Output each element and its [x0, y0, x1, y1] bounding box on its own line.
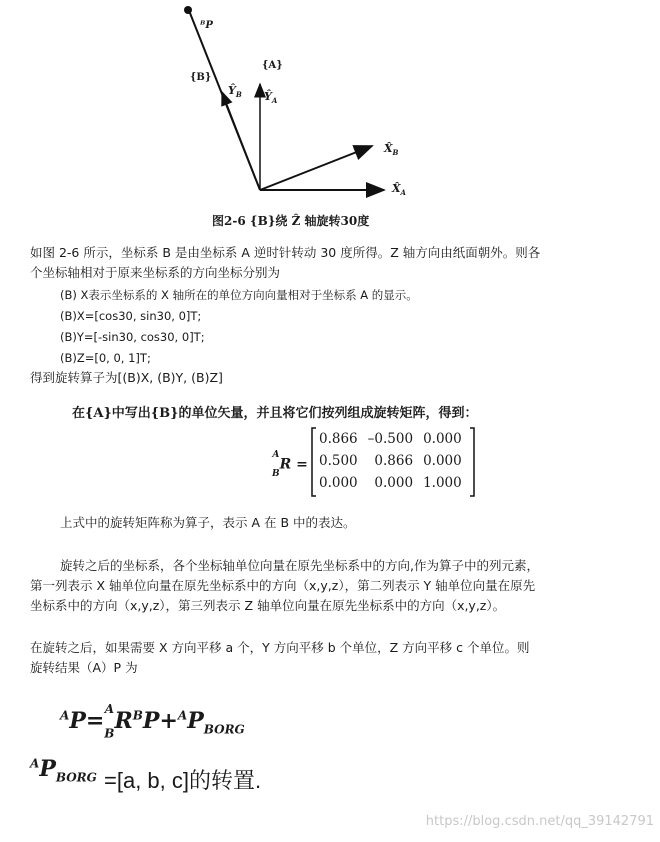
- matrix-row: [314, 472, 467, 494]
- rotation-figure: [0, 0, 660, 236]
- label-frame-b: {B}: [190, 72, 212, 83]
- label-frame-a: {A}: [262, 60, 283, 71]
- intro-line-1: 如图 2-6 所示，坐标系 B 是由坐标系 A 逆时针转动 30 度所得。Z 轴方向由纸面朝外。则各: [30, 245, 541, 260]
- para-columns-1: 旋转之后的坐标系，各个坐标轴单位向量在原先坐标系中的方向,作为算子中的列元素，: [60, 558, 539, 573]
- watermark: https://blog.csdn.net/qq_39142791: [425, 814, 654, 829]
- matrix-cell: 0.000: [423, 431, 462, 447]
- figure-caption: 图2-6 {B}绕 Ẑ 轴旋转30度: [212, 214, 370, 228]
- matrix-label: $^A$ $_B$R =: [272, 450, 308, 479]
- axis-xb-arrow: [260, 146, 372, 190]
- para-operator: 上式中的旋转矩阵称为算子，表示 A 在 B 中的表达。: [60, 515, 356, 530]
- matrix-cell: 1.000: [423, 475, 462, 491]
- matrix-cell: 0.866: [319, 431, 358, 447]
- axes-diagram: [0, 0, 660, 236]
- label-p: ᴮP: [200, 20, 213, 31]
- para-columns-3: 坐标系中的方向（x,y,z），第三列表示 Z 轴单位向量在原先坐标系中的方向（x,y,z）。: [30, 598, 506, 613]
- matrix-cell: 0.866: [374, 453, 414, 469]
- para-translate-2: 旋转结果（A）P 为: [30, 660, 138, 675]
- para-translate-1: 在旋转之后，如果需要 X 方向平移 a 个，Y 方向平移 b 个单位，Z 方向平移 c 个单位。则: [30, 640, 530, 655]
- matrix-table: [314, 428, 467, 494]
- bz-vector: (B)Z=[0, 0, 1]T;: [60, 351, 151, 365]
- intro-line-3: (B) X表示坐标系的 X 轴所在的单位方向向量相对于坐标系 A 的显示。: [60, 288, 418, 302]
- label-xa: $X̂_A$: [392, 182, 406, 198]
- book-excerpt: 在{A}中写出{B}的单位矢量，并且将它们按列组成旋转矩阵，得到：: [72, 406, 478, 421]
- para-columns-2: 第一列表示 X 轴单位向量在原先坐标系中的方向（x,y,z），第二列表示 Y 轴单位向量在原先: [30, 578, 536, 593]
- matrix-row: [314, 450, 467, 472]
- axis-yb-arrow: [222, 92, 260, 190]
- matrix-cell: –0.500: [367, 431, 414, 447]
- point-p-dot: [184, 6, 192, 14]
- label-xb: $X̂_B$: [384, 142, 399, 158]
- bx-vector: (B)X=[cos30, sin30, 0]T;: [60, 309, 202, 323]
- matrix-row: [314, 428, 467, 450]
- by-vector: (B)Y=[-sin30, cos30, 0]T;: [60, 330, 205, 344]
- equation-porg-text: =[a, b, c]的转置.: [104, 768, 262, 793]
- intro-line-2: 个坐标轴相对于原来坐标系的方向坐标分别为: [30, 265, 281, 280]
- label-ya: $Ŷ_A$: [264, 90, 278, 106]
- matrix-cell: 0.000: [423, 453, 462, 469]
- matrix-cell: 0.000: [374, 475, 414, 491]
- matrix-cell: 0.000: [319, 475, 358, 491]
- matrix-cell: 0.500: [319, 453, 358, 469]
- operator-line: 得到旋转算子为[(B)X, (B)Y, (B)Z]: [30, 370, 223, 385]
- equation-transform: $^A$P=$^A$ $_BR^BP+^AP_{BORG}$: [60, 702, 245, 741]
- equation-porg: $^AP_{BORG}$: [30, 756, 97, 785]
- label-yb: $Ŷ_B$: [228, 84, 242, 100]
